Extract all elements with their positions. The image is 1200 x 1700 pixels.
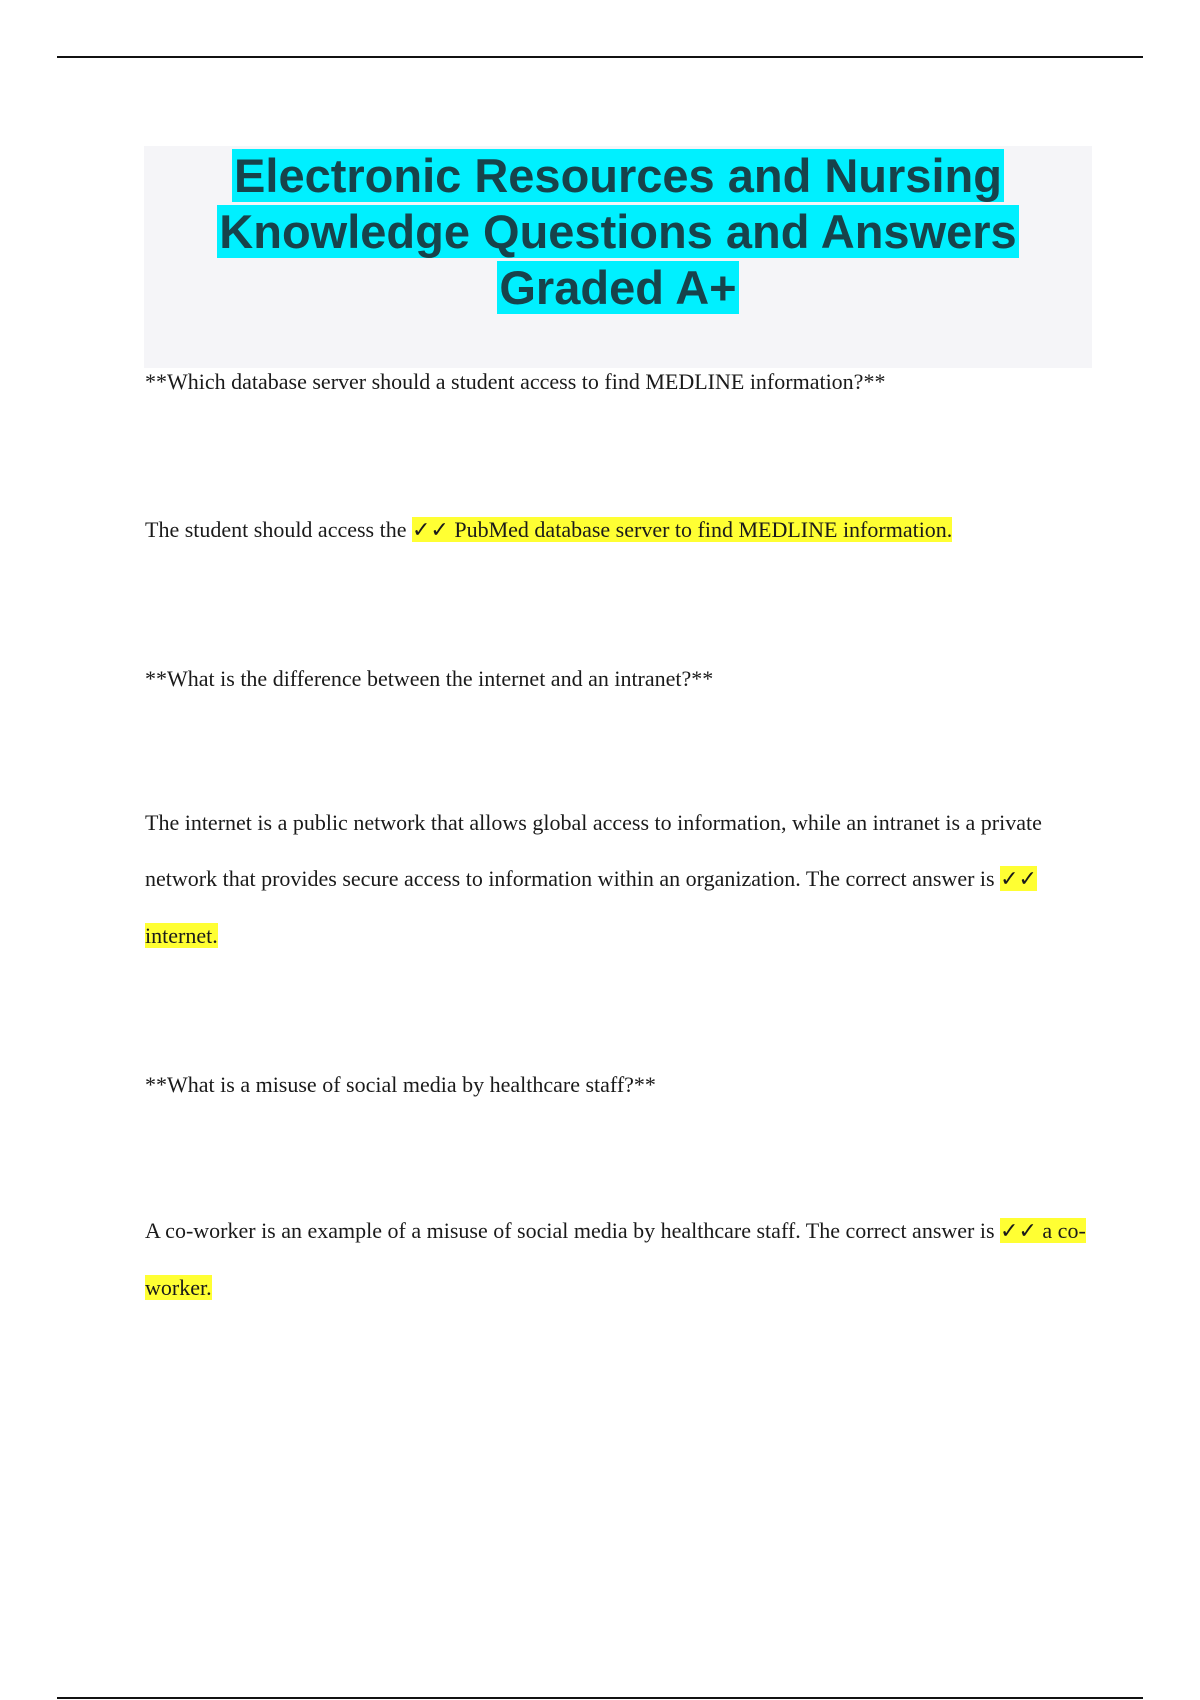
double-check-icon: ✓✓ (1000, 867, 1037, 892)
title-box (144, 146, 1092, 368)
answer-1-key: PubMed database server to find MEDLINE information. (448, 517, 953, 542)
document-title (144, 146, 1092, 316)
document-title-text: Electronic Resources and Nursing Knowledge Questions and Answers Graded A+ (219, 149, 1017, 314)
double-check-icon: ✓✓ (1000, 1219, 1037, 1244)
answer-3-text: A co-worker is an example of a misuse of social media by healthcare staff. The correct answer is (145, 1218, 1001, 1243)
question-2: **What is the difference between the internet and an intranet?** (145, 666, 714, 691)
answer-3-key: a co-worker. (145, 1218, 1086, 1300)
answer-3 (145, 1203, 1095, 1316)
footer-rule (57, 1697, 1143, 1699)
answer-2-text: The internet is a public network that allows global access to information, while an intranet is a private network that provides secure access to information within an organization. The correct answer is (145, 810, 1042, 891)
question-3: **What is a misuse of social media by healthcare staff?** (145, 1072, 656, 1097)
answer-1-highlight (412, 517, 952, 542)
answer-1 (145, 502, 1095, 559)
question-1: **Which database server should a student access to find MEDLINE information?** (145, 369, 886, 394)
answer-1-text: The student should access the (145, 517, 412, 542)
answer-2-key: internet. (145, 923, 218, 948)
answer-2 (145, 795, 1095, 964)
double-check-icon: ✓✓ (412, 518, 449, 543)
header-rule (57, 56, 1143, 58)
